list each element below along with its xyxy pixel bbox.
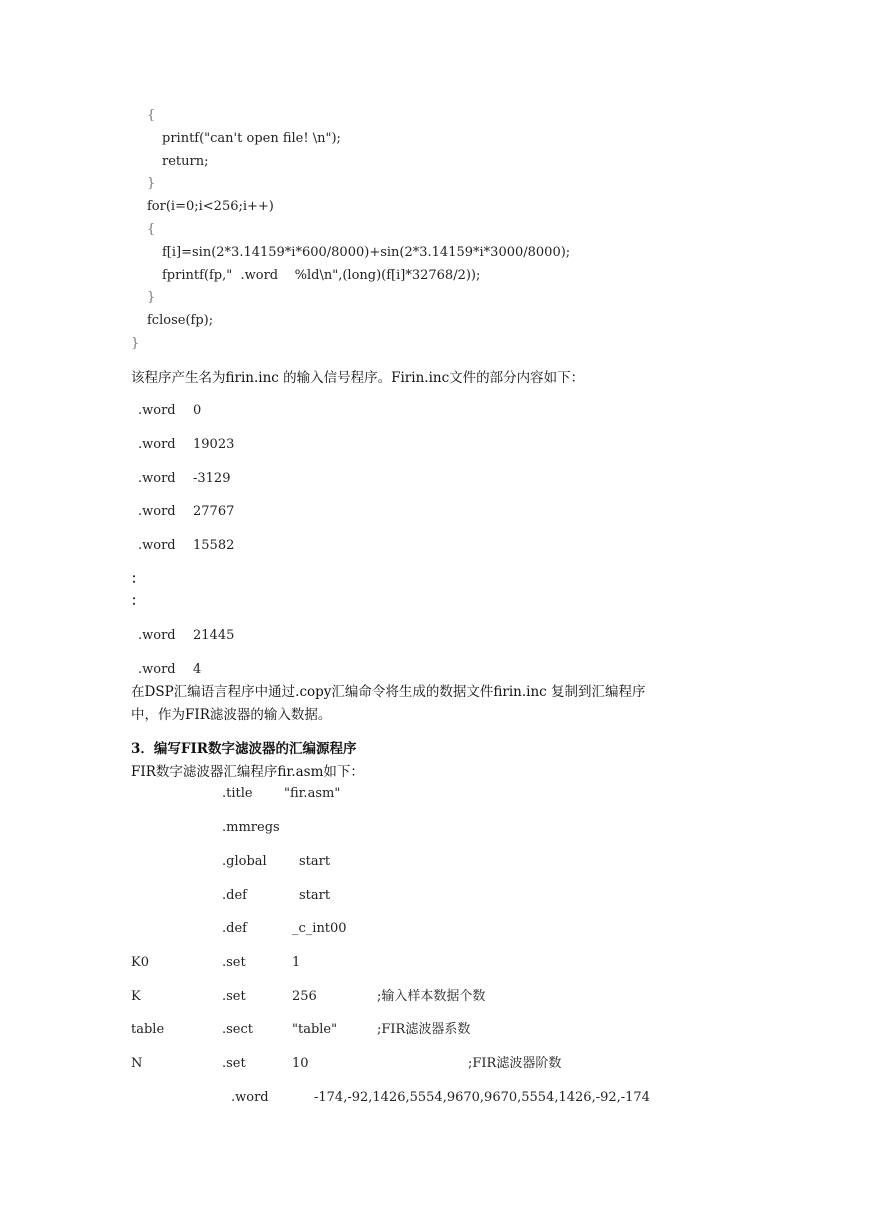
- asm-label: N: [131, 1056, 143, 1071]
- firin-word-directive: .word: [138, 471, 176, 486]
- ellipsis-mark: ：: [131, 572, 145, 587]
- code-close-brace: }: [147, 176, 156, 191]
- code-close-brace: }: [147, 290, 156, 305]
- firin-word-value: -3129: [193, 471, 231, 486]
- firin-word-value: 15582: [193, 538, 235, 553]
- code-for-line: for(i=0;i<256;i++): [147, 199, 274, 214]
- paragraph-copy-line2: 中，作为FIR滤波器的输入数据。: [131, 707, 332, 723]
- asm-op: .set: [222, 1056, 246, 1071]
- asm-op: .mmregs: [222, 820, 280, 835]
- firin-word-directive: .word: [138, 403, 176, 418]
- asm-arg: 1: [292, 955, 301, 970]
- firin-word-directive: .word: [138, 628, 176, 643]
- paragraph-firin-intro: 该程序产生名为firin.inc 的输入信号程序。Firin.inc文件的部分内容如下：: [131, 370, 585, 386]
- asm-op: .set: [222, 955, 246, 970]
- code-fprintf-line: fprintf(fp," .word %ld\n",(long)(f[i]*32768/2));: [162, 268, 481, 283]
- asm-op: .def: [222, 888, 247, 903]
- asm-op: .title: [222, 786, 253, 801]
- asm-label: K: [131, 989, 141, 1004]
- section-heading: 3．编写FIR数字滤波器的汇编源程序: [131, 741, 357, 757]
- asm-arg: start: [299, 888, 331, 903]
- asm-label: K0: [131, 955, 149, 970]
- asm-arg: "fir.asm": [284, 786, 341, 801]
- asm-op: .sect: [222, 1022, 254, 1037]
- asm-op: .word: [231, 1090, 269, 1105]
- code-close-brace-outer: }: [131, 336, 140, 351]
- ellipsis-mark: ：: [131, 594, 145, 609]
- asm-arg: 10: [292, 1056, 309, 1071]
- asm-arg: _c_int00: [292, 921, 347, 936]
- firin-word-value: 19023: [193, 437, 235, 452]
- asm-op: .set: [222, 989, 246, 1004]
- asm-comment: ;FIR滤波器系数: [377, 1022, 471, 1037]
- asm-op: .global: [222, 854, 267, 869]
- asm-op: .def: [222, 921, 247, 936]
- asm-arg: start: [299, 854, 331, 869]
- firin-word-value: 0: [193, 403, 202, 418]
- asm-comment: ;输入样本数据个数: [377, 989, 486, 1004]
- firin-word-directive: .word: [138, 437, 176, 452]
- code-fclose-line: fclose(fp);: [147, 313, 214, 328]
- asm-comment: ;FIR滤波器阶数: [468, 1056, 562, 1071]
- code-printf-line: printf("can't open file! \n");: [162, 131, 341, 146]
- firin-word-value: 21445: [193, 628, 235, 643]
- asm-arg: "table": [292, 1022, 338, 1037]
- asm-label: table: [131, 1022, 165, 1037]
- firin-word-directive: .word: [138, 538, 176, 553]
- code-return-line: return;: [162, 154, 209, 169]
- code-assign-line: f[i]=sin(2*3.14159*i*600/8000)+sin(2*3.14159*i*3000/8000);: [162, 245, 571, 260]
- paragraph-fir-asm-intro: FIR数字滤波器汇编程序fir.asm如下：: [131, 764, 364, 780]
- code-open-brace: {: [147, 222, 156, 237]
- code-open-brace: {: [147, 108, 156, 123]
- firin-word-value: 27767: [193, 504, 235, 519]
- firin-word-directive: .word: [138, 504, 176, 519]
- firin-word-directive: .word: [138, 662, 176, 677]
- firin-word-value: 4: [193, 662, 202, 677]
- asm-arg: -174,-92,1426,5554,9670,9670,5554,1426,-92,-174: [314, 1090, 650, 1105]
- paragraph-copy-line1: 在DSP汇编语言程序中通过.copy汇编命令将生成的数据文件firin.inc 复制到汇编程序: [131, 684, 646, 700]
- asm-arg: 256: [292, 989, 317, 1004]
